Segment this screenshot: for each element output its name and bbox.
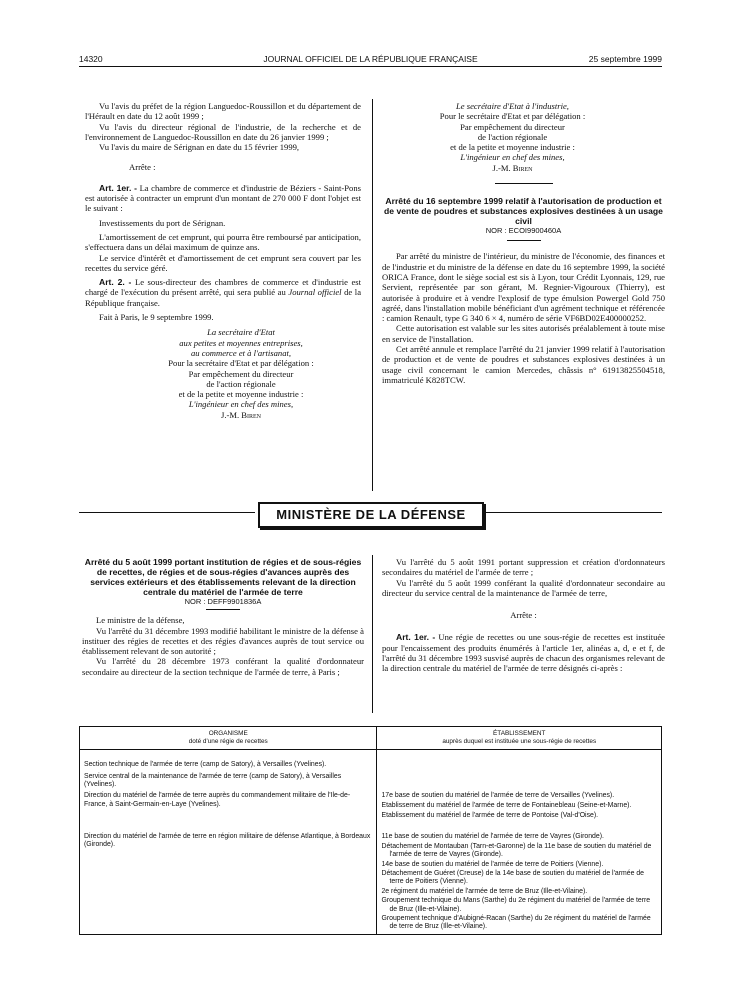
paragraph: L'amortissement de cet emprunt, qui pourra être remboursé par anticipation, s'effectuera dans un délai maximum de quinze ans. xyxy=(85,231,361,253)
right-column-top xyxy=(382,101,665,385)
article-label: Art. 1er. - xyxy=(396,632,436,643)
etablissement-cell: 11e base de soutien du matériel de l'armée de terre de Vayres (Gironde). Détachement de Montauban (Tarn-et-Garonne) de la 11e base de soutien du matériel de l'armée de terre de Vayres (Gironde). 14e base de soutien du matériel de l'armée de terre de Poitiers (Vienne). Détachement de Guéret (Creuse) de la 14e base de soutien du matériel de l'armée de terre de Poitiers (Vienne). 2e régiment du matériel de l'armée de terre de Bruz (Ille-et-Vilaine). Groupement technique du Mans (Sarthe) du 2e régiment du matériel de l'armée de terre de Bruz (Ille-et-Vilaine). Groupement technique d'Aubigné-Racan (Sarthe) du 2e régiment du matériel de l'armée de terre de Bruz (Ille-et-Vilaine). xyxy=(377,832,662,934)
paragraph: Par arrêté du ministre de l'intérieur, du ministre de l'économie, des finances et de l'industrie et du ministre de la défense en date du 16 septembre 1999, la société ORICA France, dont le siège social est sis à Lyon, tour Crédit Lyonnais, 129, rue Servient, représentée par son gérant, M. Regnier-Vigouroux (Thierry), est autorisée à produire et à vendre l'explosif de type émulsion Powergel Gold 750 agréé, dans l'installation mobile bénéficiant d'un agrément technique et référencée : camion Renault, type G 340 6 × 4, numéro de série VF6BD02E400000252. xyxy=(382,251,665,324)
article-label: Art. 2. - xyxy=(99,277,132,288)
organisme-cell: Direction du matériel de l'armée de terre auprès du commandement militaire de l'Ile-de-France, à Saint-Germain-en-Laye (Yvelines). xyxy=(80,791,377,822)
column-separator xyxy=(372,555,373,713)
right-column-bottom xyxy=(382,557,665,674)
divider xyxy=(507,240,541,241)
paragraph: Vu l'avis du préfet de la région Languedoc-Roussillon et du département de l'Hérault en date du 12 août 1999 ; xyxy=(85,101,361,122)
column-separator xyxy=(372,99,373,491)
organisme-cell: Direction du matériel de l'armée de terre en région militaire de défense Atlantique, à Bordeaux (Gironde). xyxy=(80,832,377,934)
article-text: Une régie de recettes ou une sous-régie de recettes est instituée pour l'encaissement des produits énumérés à l'article 1er, alinéas a, d, e et f, de l'arrêté du 31 décembre 1993 susvisé auprès de chacun des organismes relevant de la direction centrale du matériel de l'armée de terre désignés ci-après : xyxy=(382,632,665,674)
article-text: La chambre de commerce et d'industrie de Béziers - Saint-Pons est autorisée à contracter un emprunt d'un montant de 270 000 F dont l'objet est le suivant : xyxy=(85,182,361,214)
arrete-label: Arrête : xyxy=(510,610,537,621)
header-rule xyxy=(79,66,662,67)
table-row xyxy=(80,832,662,934)
paragraph: Le service d'intérêt et d'amortissement de cet emprunt sera couvert par les recettes du service géré. xyxy=(85,252,361,273)
etablissement-cell: 17e base de soutien du matériel de l'armée de terre de Versailles (Yvelines). Etablissement du matériel de l'armée de terre de Fontainebleau (Seine-et-Marne). Etablissement du matériel de l'armée de terre de Pontoise (Val-d'Oise). xyxy=(377,791,662,822)
nor-reference: NOR : ECOI9900460A xyxy=(485,226,562,236)
column-header-etablissement: ÉTABLISSEMENT auprès duquel est instituée une sous-régie de recettes xyxy=(377,727,662,750)
issue-date: 25 septembre 1999 xyxy=(588,54,662,64)
etablissement-cell xyxy=(377,772,662,792)
left-column-top xyxy=(85,101,361,420)
page-number: 14320 xyxy=(79,54,103,64)
signatory-name: J.-M. Biren xyxy=(220,409,262,420)
paragraph: Vu l'arrêté du 5 août 1999 conférant la qualité d'ordonnateur secondaire au directeur du service central de la maintenance de l'armée de terre, xyxy=(382,577,665,598)
paragraph: Investissements du port de Sérignan. xyxy=(99,217,226,228)
signature-date: Fait à Paris, le 9 septembre 1999. xyxy=(99,312,214,323)
divider xyxy=(495,183,553,184)
arrete-title: Arrêté du 5 août 1999 portant institution de régies et de sous-régies de recettes, de régies et de sous-régies d'avances auprès des services extérieurs et des établissements relevant de la direction centrale du matériel de l'armée de terre xyxy=(84,557,362,597)
article-1 xyxy=(382,632,665,673)
organisme-cell: Service central de la maintenance de l'armée de terre (camp de Satory), à Versailles (Yvelines). xyxy=(80,772,377,792)
paragraph: Cet arrêté annule et remplace l'arrêté du 21 janvier 1999 relatif à l'autorisation de production et de vente de poudres et substances explosives destinées à un usage civil concernant le camion Mercedes, châssis n° 61913825504518, immatriculé K828TCW. xyxy=(382,344,665,385)
signatory-name: J.-M. Biren xyxy=(492,162,533,173)
arrete-title: Arrêté du 16 septembre 1999 relatif à l'autorisation de production et de vente de poudres et substances explosives destinées à un usage civil xyxy=(384,196,663,227)
article-2: Art. 2. - Le sous-directeur des chambres de commerce et d'industrie est chargé de l'exécution du présent arrêté, qui sera publié au Journal officiel de la République française. xyxy=(85,277,362,308)
signature-block: Le secrétaire d'Etat à l'industrie, Pour le secrétaire d'Etat et par délégation : Par empêchement du directeur de l'action régionale et de la petite et moyenne industrie : L'ingénieur en chef des mines, J.-M. Biren xyxy=(382,101,665,173)
article-label: Art. 1er. - xyxy=(99,182,138,193)
paragraph: Vu l'arrêté du 28 décembre 1973 conférant la qualité d'ordonnateur secondaire au directeur de la section technique de l'armée de terre, à Paris ; xyxy=(82,656,364,677)
arrete-label: Arrête : xyxy=(129,162,156,173)
table-row xyxy=(80,791,662,822)
paragraph: Le ministre de la défense, xyxy=(96,615,185,626)
left-column-bottom xyxy=(82,557,364,677)
table-row xyxy=(80,772,662,792)
signature-block: La secrétaire d'Etat aux petites et moyennes entreprises, au commerce et à l'artisanat, Pour la secrétaire d'Etat et par délégation : Par empêchement du directeur de l'action régionale et de la petite et moyenne industrie : L'ingénieur en chef des mines, J.-M. Biren xyxy=(85,327,361,420)
divider xyxy=(206,609,240,610)
ministry-heading xyxy=(258,502,484,528)
section-rule xyxy=(79,512,255,513)
table-row xyxy=(80,760,662,772)
journal-title: JOURNAL OFFICIEL DE LA RÉPUBLIQUE FRANÇAISE xyxy=(263,54,478,64)
organisme-cell: Section technique de l'armée de terre (camp de Satory), à Versailles (Yvelines). xyxy=(80,760,377,772)
article-1 xyxy=(85,183,361,214)
paragraph: Cette autorisation est valable sur les sites autorisés préalablement à toute mise en service de l'installation. xyxy=(382,323,665,344)
ministry-title: MINISTÈRE DE LA DÉFENSE xyxy=(276,507,466,522)
paragraph: Vu l'arrêté du 31 décembre 1993 modifié habilitant le ministre de la défense à instituer des régies de recettes et des régies d'avances auprès de tout service ou établissement relevant de son autorité ; xyxy=(82,625,364,657)
paragraph: Vu l'arrêté du 5 août 1991 portant suppression et création d'ordonnateurs secondaires du matériel de l'armée de terre ; xyxy=(382,557,665,578)
etablissement-cell xyxy=(377,760,662,772)
organismes-table xyxy=(79,726,662,935)
paragraph: Vu l'avis du maire de Sérignan en date du 15 février 1999, xyxy=(99,142,300,153)
table-header-row xyxy=(80,727,662,750)
nor-reference: NOR : DEFF9901836A xyxy=(184,597,262,606)
paragraph: Vu l'avis du directeur régional de l'industrie, de la recherche et de l'environnement de Languedoc-Roussillon en date du 26 janvier 1999 ; xyxy=(85,121,361,142)
section-rule xyxy=(486,512,662,513)
column-header-organisme: ORGANISME doté d'une régie de recettes xyxy=(80,727,377,750)
